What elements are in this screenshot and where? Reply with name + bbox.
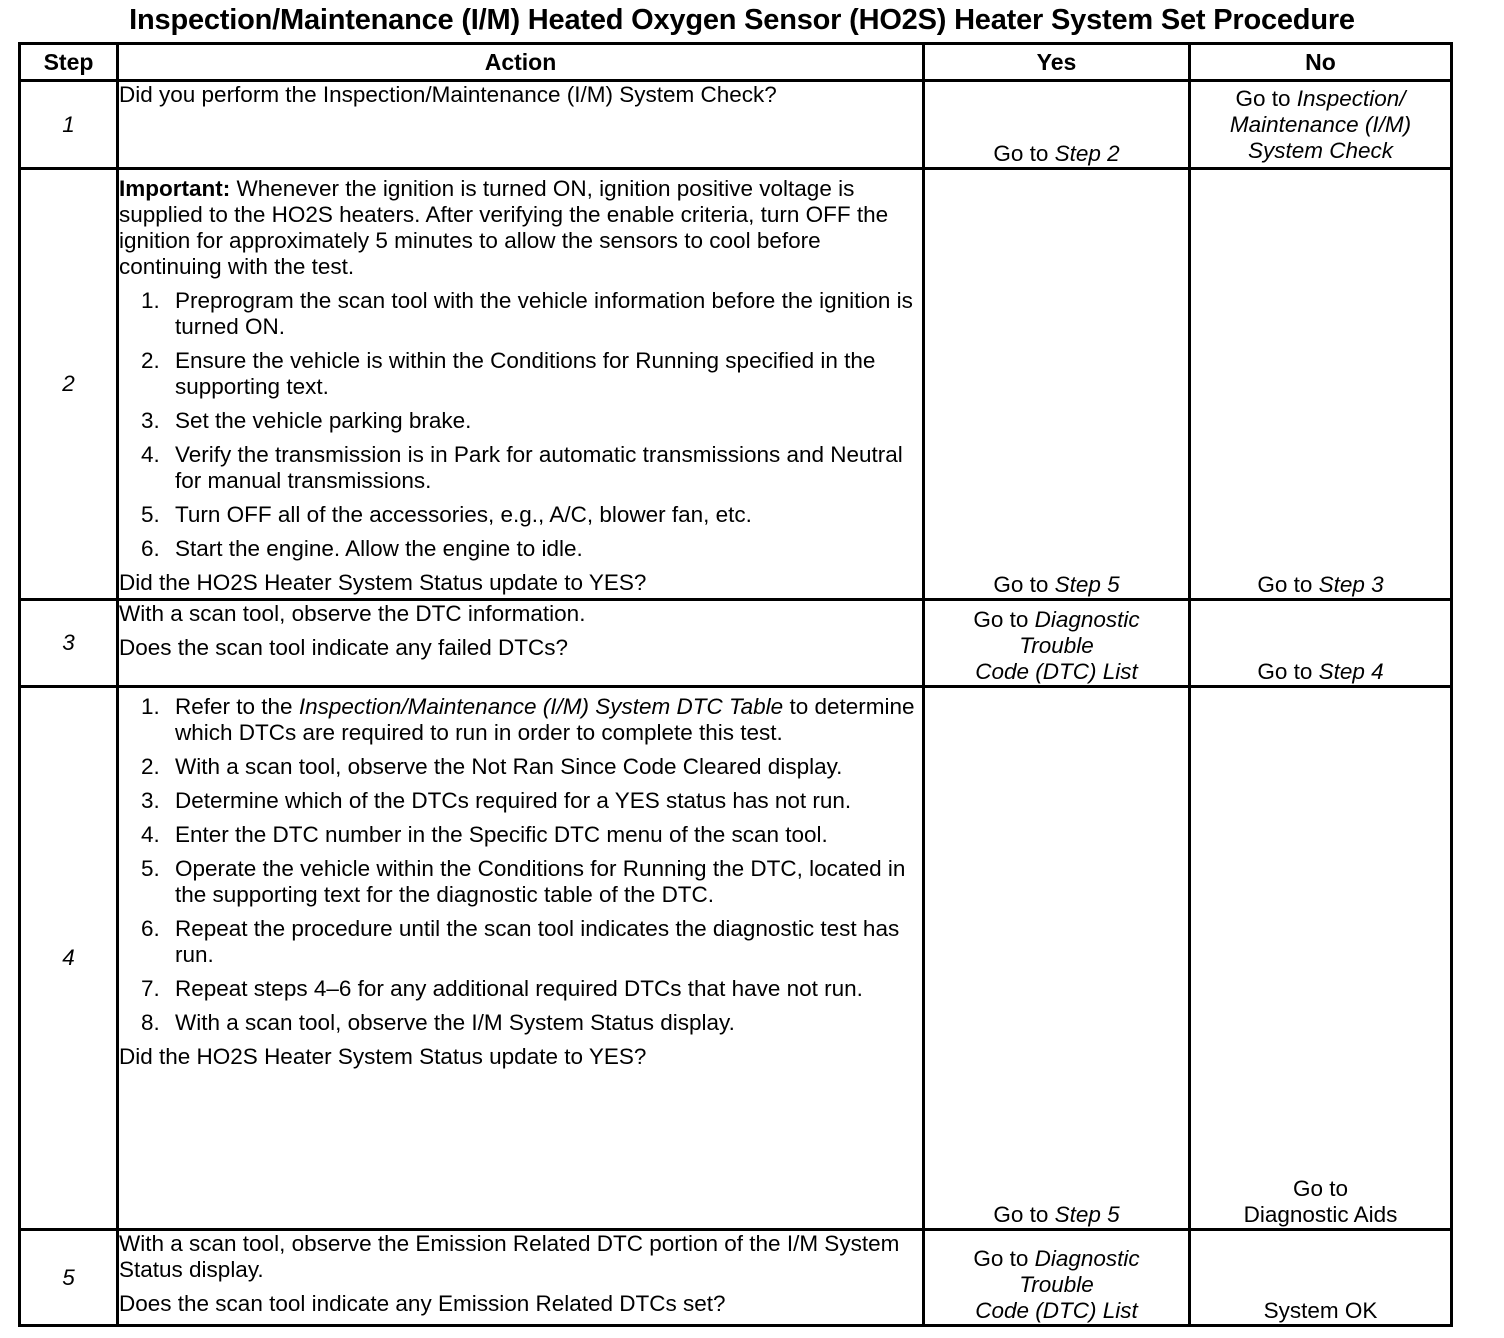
diagnostic-aids-link[interactable]: Diagnostic Aids xyxy=(1243,1202,1398,1227)
no-result-text: System OK xyxy=(1263,1298,1378,1323)
list-item: 1. Refer to the Inspection/Maintenance (I/M) System DTC Table to determine which DTCs are required to run in order to complete this test. xyxy=(141,694,915,745)
no-cell xyxy=(1190,687,1452,1230)
table-row xyxy=(20,81,1452,169)
action-cell xyxy=(118,81,924,169)
step-number: 5 xyxy=(20,1230,118,1326)
important-label: Important: xyxy=(119,176,231,201)
header-step: Step xyxy=(20,44,118,81)
question-text: Does the scan tool indicate any Emission Related DTCs set? xyxy=(119,1291,726,1316)
yes-step-link[interactable]: Step 2 xyxy=(1054,141,1120,166)
table-row xyxy=(20,1230,1452,1326)
list-item: 4. Verify the transmission is in Park for automatic transmissions and Neutral for manual transmissions. xyxy=(141,442,903,493)
question-text: Did the HO2S Heater System Status update to YES? xyxy=(119,570,647,595)
no-link-line-2[interactable]: Maintenance (I/M) xyxy=(1229,112,1412,137)
yes-prefix: Go to xyxy=(973,607,1035,632)
list-item: 7. Repeat steps 4–6 for any additional required DTCs that have not run. xyxy=(141,976,863,1001)
step-number: 1 xyxy=(20,81,118,169)
yes-prefix: Go to xyxy=(993,1202,1055,1227)
yes-prefix: Go to xyxy=(973,1246,1035,1271)
list-item: 3. Determine which of the DTCs required for a YES status has not run. xyxy=(141,788,852,813)
yes-step-link[interactable]: Step 5 xyxy=(1054,1202,1120,1227)
yes-link-line-1[interactable]: Diagnostic xyxy=(1034,1246,1140,1271)
no-link-line-1[interactable]: Inspection/ xyxy=(1296,86,1406,111)
yes-cell xyxy=(924,600,1190,687)
no-prefix: Go to xyxy=(1257,572,1319,597)
no-step-link[interactable]: Step 3 xyxy=(1318,572,1384,597)
list-item: 2. With a scan tool, observe the Not Ran Since Code Cleared display. xyxy=(141,754,843,779)
list-item: 4. Enter the DTC number in the Specific DTC menu of the scan tool. xyxy=(141,822,828,847)
yes-prefix: Go to xyxy=(993,572,1055,597)
table-row xyxy=(20,687,1452,1230)
action-cell xyxy=(118,169,924,600)
action-cell xyxy=(118,1230,924,1326)
yes-prefix: Go to xyxy=(993,141,1055,166)
no-line-1: Go to xyxy=(1292,1176,1349,1201)
action-cell xyxy=(118,687,924,1230)
no-cell xyxy=(1190,81,1452,169)
list-item: 5. Operate the vehicle within the Conditions for Running the DTC, located in the supporting text for the diagnostic table of the DTC. xyxy=(141,856,906,907)
list-item: 2. Ensure the vehicle is within the Conditions for Running specified in the supporting text. xyxy=(141,348,876,399)
header-yes: Yes xyxy=(924,44,1190,81)
action-text: With a scan tool, observe the Emission Related DTC portion of the I/M System Status display. xyxy=(119,1231,900,1282)
list-item: 3. Set the vehicle parking brake. xyxy=(141,408,472,433)
important-note xyxy=(119,176,922,280)
header-row xyxy=(20,44,1452,81)
list-item: 1. Preprogram the scan tool with the vehicle information before the ignition is turned ON. xyxy=(141,288,913,339)
yes-cell xyxy=(924,687,1190,1230)
important-text: Whenever the ignition is turned ON, ignition positive voltage is supplied to the HO2S heaters. After verifying the enable criteria, turn OFF the ignition for approximately 5 minutes to allow the sensors to cool before continuing with the test. xyxy=(119,176,889,279)
list-item: 6. Repeat the procedure until the scan tool indicates the diagnostic test has run. xyxy=(141,916,900,967)
header-action: Action xyxy=(118,44,924,81)
step-number: 4 xyxy=(20,687,118,1230)
list-item: 5. Turn OFF all of the accessories, e.g., A/C, blower fan, etc. xyxy=(141,502,752,527)
dtc-table-link[interactable]: Inspection/Maintenance (I/M) System DTC Table xyxy=(298,694,784,719)
yes-cell xyxy=(924,1230,1190,1326)
yes-step-link[interactable]: Step 5 xyxy=(1054,572,1120,597)
header-no: No xyxy=(1190,44,1452,81)
yes-link-line-3[interactable]: Code (DTC) List xyxy=(975,1298,1138,1323)
no-prefix: Go to xyxy=(1235,86,1297,111)
list-item: 8. With a scan tool, observe the I/M System Status display. xyxy=(141,1010,735,1035)
question-text: Did you perform the Inspection/Maintenance (I/M) System Check? xyxy=(119,82,777,107)
action-text: With a scan tool, observe the DTC information. xyxy=(119,601,586,626)
no-prefix: Go to xyxy=(1257,659,1319,684)
yes-link-line-2[interactable]: Trouble xyxy=(1019,633,1094,658)
procedure-table xyxy=(18,42,1453,1327)
list-item: 6. Start the engine. Allow the engine to idle. xyxy=(141,536,583,561)
table-row xyxy=(20,600,1452,687)
yes-cell xyxy=(924,169,1190,600)
yes-link-line-3[interactable]: Code (DTC) List xyxy=(975,659,1138,684)
no-cell xyxy=(1190,1230,1452,1326)
no-cell xyxy=(1190,600,1452,687)
yes-cell xyxy=(924,81,1190,169)
question-text: Does the scan tool indicate any failed DTCs? xyxy=(119,635,568,660)
step-number: 3 xyxy=(20,600,118,687)
question-text: Did the HO2S Heater System Status update to YES? xyxy=(119,1044,647,1069)
action-cell xyxy=(118,600,924,687)
no-cell xyxy=(1190,169,1452,600)
no-link-line-3[interactable]: System Check xyxy=(1247,138,1394,163)
yes-link-line-1[interactable]: Diagnostic xyxy=(1034,607,1140,632)
yes-link-line-2[interactable]: Trouble xyxy=(1019,1272,1094,1297)
no-step-link[interactable]: Step 4 xyxy=(1318,659,1384,684)
table-row xyxy=(20,169,1452,600)
step-number: 2 xyxy=(20,169,118,600)
page-title: Inspection/Maintenance (I/M) Heated Oxygen Sensor (HO2S) Heater System Set Procedure xyxy=(129,4,1355,36)
